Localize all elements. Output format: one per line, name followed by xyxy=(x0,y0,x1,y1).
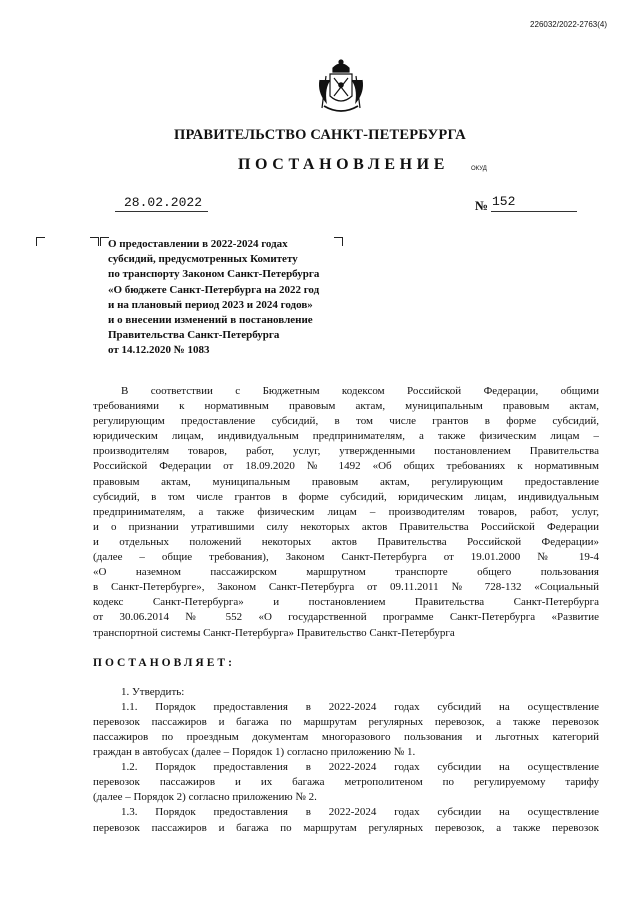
subject-line: субсидий, предусмотренных Комитету xyxy=(108,253,298,266)
item-line: перевозок пассажиров и багажа по маршрутам регулярных перевозок, а также перевозок xyxy=(93,821,599,834)
preamble-line: в Санкт-Петербурге», Законом Санкт-Петербурга от 09.11.2011 № 728-132 «Социальный xyxy=(93,581,599,594)
preamble-line: кодекс Санкт-Петербурга» и постановлением Правительства Санкт-Петербурга xyxy=(93,596,599,609)
preamble-line: транспортной системы Санкт-Петербурга» Правительство Санкт-Петербурга xyxy=(93,626,455,639)
item-line: перевозок пассажиров и багажа по маршрутам регулярных перевозок, а также перевозок xyxy=(93,715,599,728)
preamble-line: производителям товаров, работ, услуг, утвержденными постановлением Правительства xyxy=(93,445,599,458)
subject-line: «О бюджете Санкт-Петербурга на 2022 год xyxy=(108,283,320,296)
item-line: перевозок пассажиров и их багажа метрополитеном по регулируемому тарифу xyxy=(93,776,599,789)
item-line: 1. Утвердить: xyxy=(121,685,185,698)
document-body xyxy=(93,384,599,836)
document-subject xyxy=(108,237,398,359)
preamble-line: регулирующим предоставление субсидий, в том числе грантов в форме субсидий, xyxy=(93,415,599,428)
decree-heading: ПОСТАНОВЛЯЕТ: xyxy=(93,656,235,669)
preamble-line: «О наземном пассажирском маршрутном транспорте общего пользования xyxy=(93,566,599,579)
preamble-line: и о признании утратившими силу некоторых актов Правительства Российской Федерации xyxy=(93,520,599,533)
subject-line: О предоставлении в 2022-2024 годах xyxy=(108,238,288,250)
item-line: (далее – Порядок 2) согласно приложению № 2. xyxy=(93,791,317,804)
preamble-line: и отдельных положений некоторых актов Правительства Российской Федерации» xyxy=(93,535,599,548)
item-line: пассажиров по проездным документам многоразового пользования и льготных категорий xyxy=(93,730,599,743)
subject-line: и о внесении изменений в постановление xyxy=(108,314,313,327)
preamble-line: (далее – общие требования), Законом Санкт-Петербурга от 19.01.2000 № 19-4 xyxy=(93,551,599,564)
document-number: 152 xyxy=(492,194,516,209)
document-id: 226032/2022-2763(4) xyxy=(530,20,607,29)
number-underline xyxy=(491,211,577,212)
document-type-heading: ПОСТАНОВЛЕНИЕ xyxy=(238,156,449,173)
document-date: 28.02.2022 xyxy=(124,195,203,210)
subject-line: от 14.12.2020 № 1083 xyxy=(108,344,210,357)
preamble-line: субсидий, в том числе грантов в форме субсидий, юридическим лицам, индивидуальным xyxy=(93,490,599,503)
preamble-line: предпринимателям, а также физическим лицам – производителям товаров, работ, услуг, xyxy=(93,505,599,518)
coat-of-arms-icon xyxy=(316,58,366,118)
item-line: 1.1. Порядок предоставления в 2022-2024 годах субсидий на осуществление xyxy=(121,700,599,713)
corner-mark xyxy=(36,237,45,246)
item-line: 1.2. Порядок предоставления в 2022-2024 годах субсидии на осуществление xyxy=(121,761,599,774)
subject-line: Правительства Санкт-Петербурга xyxy=(108,329,280,342)
corner-mark xyxy=(90,237,99,246)
subject-line: по транспорту Законом Санкт-Петербурга xyxy=(108,268,320,281)
number-label: № xyxy=(475,198,489,213)
preamble-line: требованиями к нормативным правовым актам, муниципальным правовым актам, xyxy=(93,400,599,413)
preamble-line: правовым актам, муниципальным правовым актам, регулирующим предоставление xyxy=(93,475,599,488)
preamble-line: от 30.06.2014 № 552 «О государственной программе Санкт-Петербурга «Развитие xyxy=(93,611,599,624)
government-title: ПРАВИТЕЛЬСТВО САНКТ-ПЕТЕРБУРГА xyxy=(174,127,466,143)
preamble-line: Российской Федерации от 18.09.2020 № 1492 «Об общих требованиях к нормативным xyxy=(93,460,599,473)
item-line: граждан в автобусах (далее – Порядок 1) согласно приложению № 1. xyxy=(93,746,416,759)
date-underline xyxy=(115,211,208,212)
subject-line: и на плановый период 2023 и 2024 годов» xyxy=(108,298,313,311)
okud-label: ОКУД xyxy=(471,166,487,172)
preamble-line: В соответствии с Бюджетным кодексом Российской Федерации, общими xyxy=(121,385,599,397)
preamble-line: юридическим лицам, индивидуальным предпринимателям, а также физическим лицам – xyxy=(93,430,599,443)
item-line: 1.3. Порядок предоставления в 2022-2024 годах субсидии на осуществление xyxy=(121,806,599,819)
